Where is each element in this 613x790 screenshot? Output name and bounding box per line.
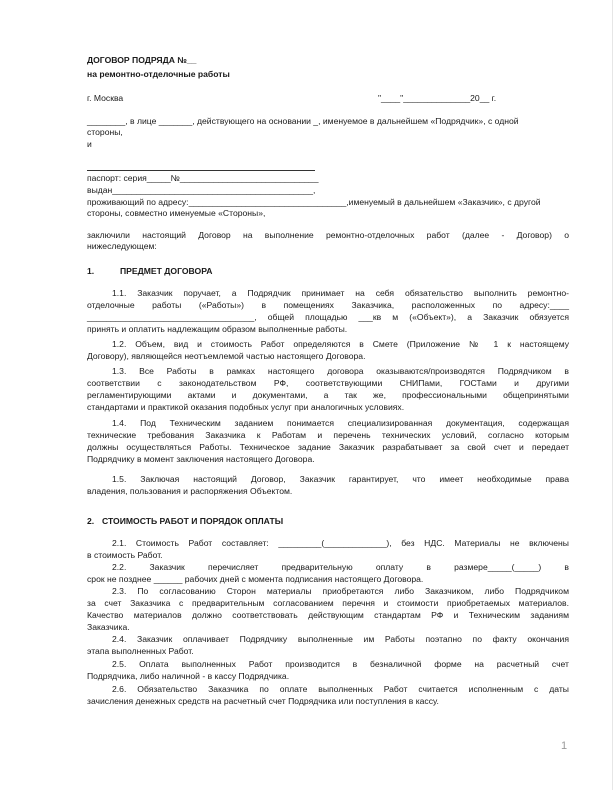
clause-2-3-line-b: за счет Заказчика с предварительным согласованием перечня и стоимости приобретаемых материалов. <box>87 598 569 608</box>
clause-1-1-line-b: отделочные работы («Работы») в помещениях Заказчика, расположенных по адресу:____ <box>87 300 569 310</box>
clause-1-3-line-d: стандартами и практикой оказания подобных услуг при аналогичных условиях. <box>87 402 405 412</box>
clause-2-5-line-b: Подрядчика, либо наличной - в кассу Подрядчика. <box>87 671 290 681</box>
clause-1-3-line-c: регламентирующими актами и документами, а так же, профессиональными общепринятыми <box>87 390 569 400</box>
clause-1-1-line-c: ___________________________________, общей площадью ___кв м («Объект»), а Заказчик обязуется <box>87 312 569 322</box>
clause-1-3-line-b: соответствии с законодательством РФ, соответствующими СНИПами, ГОСТами и другими <box>87 378 569 388</box>
clause-1-2-line-a: 1.2. Объем, вид и стоимость Работ определяются в Смете (Приложение № 1 к настоящему <box>112 339 569 349</box>
address-field: проживающий по адресу:_________________________________,именуемый в дальнейшем «Заказчик», с другой <box>87 197 541 207</box>
clause-1-3-line-a: 1.3. Все Работы в рамках настоящего договора оказываются/производятся Подрядчиком в <box>112 366 569 376</box>
contract-subtitle: на ремонтно-отделочные работы <box>87 69 230 79</box>
clause-2-1-line-b: в стоимость Работ. <box>87 550 163 560</box>
conclusion-line-2: нижеследующем: <box>87 241 157 251</box>
clause-2-2-line-a: 2.2. Заказчик перечисляет предварительную оплату в размере_____(_____) в <box>112 562 569 572</box>
clause-2-6-line-a: 2.6. Обязательство Заказчика по оплате выполненных Работ считается исполненным с даты <box>112 684 569 694</box>
clause-2-4-line-b: этапа выполненных Работ. <box>87 646 194 656</box>
contract-title: ДОГОВОР ПОДРЯДА №__ <box>87 55 197 65</box>
clause-2-2-line-b: срок не позднее ______ рабочих дней с момента подписания настоящего Договора. <box>87 574 424 584</box>
clause-1-5-line-a: 1.5. Заключая настоящий Договор, Заказчик гарантирует, что имеет необходимые права <box>112 474 569 484</box>
clause-1-4-line-d: Подрядчику в момент заключения настоящего Договора. <box>87 454 315 464</box>
conclusion-line-1: заключили настоящий Договор на выполнение ремонтно-отделочных работ (далее - Договор) о <box>87 230 569 240</box>
section-1-number: 1. <box>87 266 95 276</box>
clause-1-5-line-b: владения, пользования и распоряжения Объектом. <box>87 486 293 496</box>
clause-2-3-line-a: 2.3. По согласованию Сторон материалы приобретаются либо Заказчиком, либо Подрядчиком <box>112 586 569 596</box>
clause-1-2-line-b: Договору), являющейся неотъемлемой частью настоящего Договора. <box>87 351 366 361</box>
clause-1-1-line-d: принять и оплатить надлежащим образом выполненные работы. <box>87 324 348 334</box>
clause-2-5-line-a: 2.5. Оплата выполненных Работ производится в безналичной форме на расчетный счет <box>112 659 569 669</box>
issued-by-field: выдан__________________________________________, <box>87 185 316 195</box>
page-number: 1 <box>561 740 568 752</box>
parties-line: стороны, совместно именуемые «Стороны», <box>87 208 266 218</box>
clause-2-3-line-c: Качество материалов должно соответствовать действующим стандартам РФ и Техническим заданиям <box>87 610 569 620</box>
clause-1-1-line-a: 1.1. Заказчик поручает, а Подрядчик принимает на себя обязательство выполнить ремонтно- <box>112 288 569 298</box>
clause-2-6-line-b: зачисления денежных средств на расчетный счет Подрядчика или поступления в кассу. <box>87 696 439 706</box>
clause-1-4-line-c: должны осуществляться Работы. Техническое задание Заказчик разрабатывает за свой счет и передает <box>87 442 569 452</box>
customer-name-line <box>87 170 315 171</box>
section-2-number: 2. <box>87 516 95 526</box>
clause-1-4-line-b: технические требования Заказчика к Работам и перечень технических условий, согласно которым <box>87 430 569 440</box>
preamble-line-2: стороны, <box>87 127 123 137</box>
preamble-line-1: ________, в лице _______, действующего на основании _, именуемое в дальнейшем «Подрядчик», с одной <box>87 116 519 126</box>
contract-date: "____"______________20__ г. <box>378 93 497 103</box>
section-1-title: ПРЕДМЕТ ДОГОВОРА <box>120 266 213 276</box>
city: г. Москва <box>87 93 124 103</box>
section-2-title: СТОИМОСТЬ РАБОТ И ПОРЯДОК ОПЛАТЫ <box>102 516 284 526</box>
clause-1-4-line-a: 1.4. Под Техническим заданием понимается специализированная документация, содержащая <box>112 418 569 428</box>
clause-2-3-line-d: Заказчика. <box>87 622 130 632</box>
preamble-line-3: и <box>87 139 92 149</box>
clause-2-1-line-a: 2.1. Стоимость Работ составляет: _________(_____________), без НДС. Материалы не включены <box>112 538 569 548</box>
passport-field: паспорт: серия_____№_____________________________ <box>87 173 319 183</box>
clause-2-4-line-a: 2.4. Заказчик оплачивает Подрядчику выполненные им Работы поэтапно по факту окончания <box>112 634 569 644</box>
